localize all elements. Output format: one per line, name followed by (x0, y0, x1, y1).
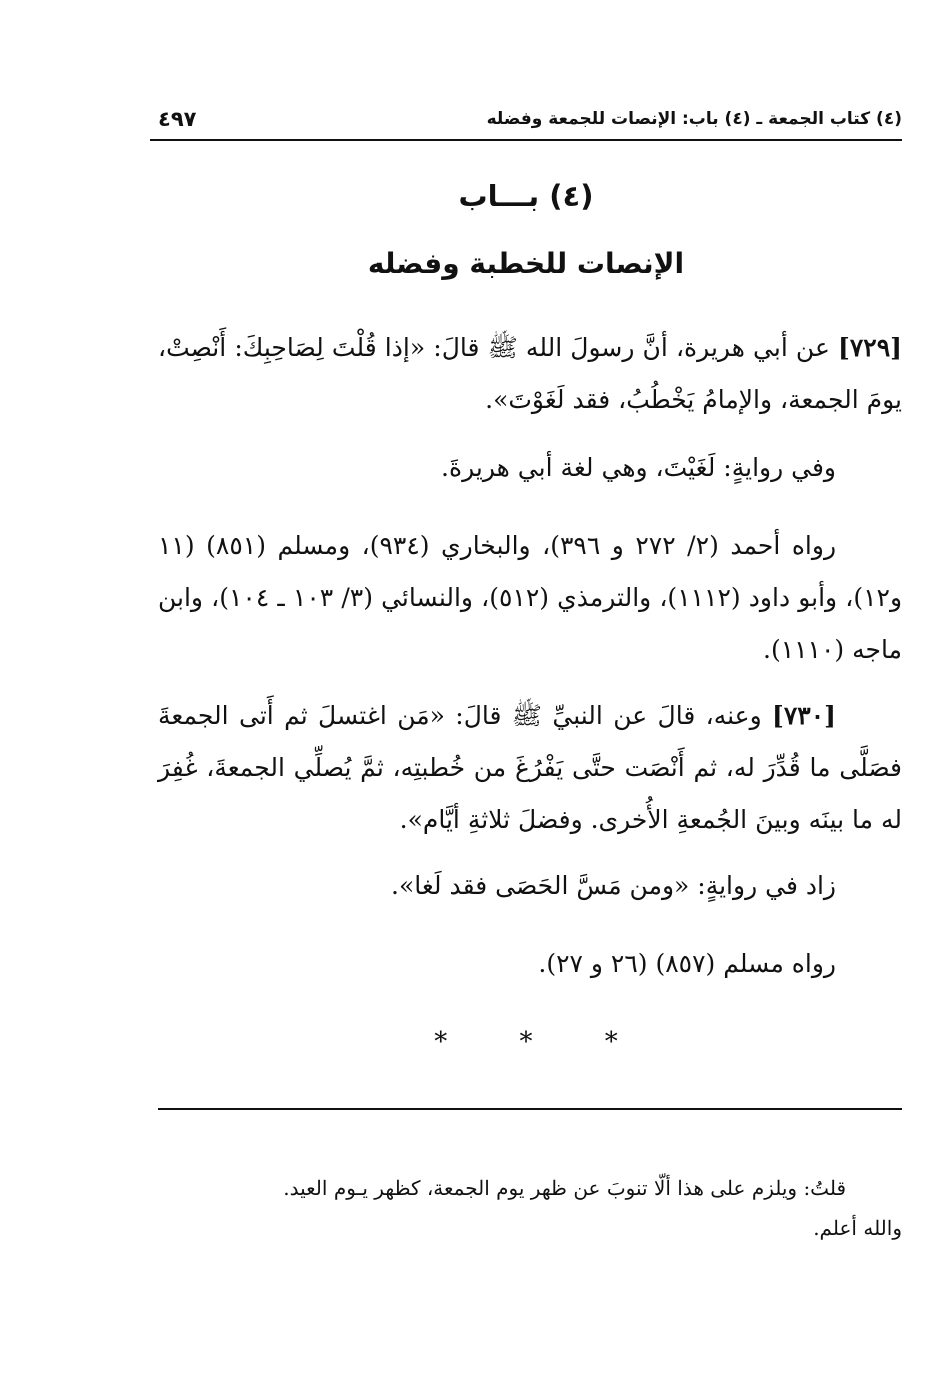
running-header-title: (٤) كتاب الجمعة ـ (٤) باب: الإنصات للجمعة وفضله (486, 109, 902, 129)
asterisk: * (434, 1027, 448, 1057)
hadith-number: [٧٢٩] (838, 333, 903, 362)
footnote-rule (158, 1108, 902, 1110)
hadith-729-text (158, 322, 902, 426)
asterisk: * (604, 1027, 618, 1057)
hadith-730-variant: زاد في روايةٍ: «ومن مَسَّ الحَصَى فقد لَغا». (391, 871, 836, 900)
section-separator (150, 1022, 902, 1062)
hadith-729-source: رواه أحمد (٢/ ٢٧٢ و ٣٩٦)، والبخاري (٩٣٤)، ومسلم (٨٥١) (١١ و١٢)، وأبو داود (١١١٢)، والترمذي (٥١٢)، والنسائي (٣/ ١٠٣ ـ ١٠٤)، وابن ماجه (١١١٠). (158, 531, 903, 664)
footnote (158, 1168, 902, 1248)
footnote-line-2: والله أعلم. (813, 1216, 902, 1240)
footnote-line-1: قلتُ: ويلزم على هذا ألّا تنوبَ عن ظهر يوم الجمعة، كظهر يـوم العيد. (283, 1176, 846, 1200)
hadith-729-variant: وفي روايةٍ: لَغَيْتَ، وهي لغة أبي هريرةَ. (441, 453, 836, 482)
asterisk: * (519, 1027, 533, 1057)
chapter-title: (٤) بـــاب (458, 179, 594, 213)
hadith-body: عن أبي هريرة، أنَّ رسولَ الله ﷺ قالَ: «إذا قُلْتَ لِصَاحِبِكَ: أَنْصِتْ، يومَ الجمعة، والإمامُ يَخْطُبُ، فقد لَغَوْتَ». (158, 333, 902, 414)
hadith-body: وعنه، قالَ عن النبيِّ ﷺ قالَ: «مَن اغتسلَ ثم أَتى الجمعةَ فصَلَّى ما قُدِّرَ له، ثم أَنْصَت حتَّى يَفْرُغَ من خُطبتِه، ثمَّ يُصلِّي الجمعةَ، غُفِرَ له ما بينَه وبينَ الجُمعةِ الأُخرى. وفضلَ ثلاثةِ أيَّام». (158, 701, 902, 834)
header-rule (150, 139, 902, 141)
hadith-number: [٧٣٠] (772, 701, 837, 730)
hadith-730-text (158, 690, 902, 846)
page-number: ٤٩٧ (158, 107, 197, 131)
chapter-subtitle: الإنصات للخطبة وفضله (367, 247, 685, 280)
running-header (150, 104, 902, 136)
hadith-730-source: رواه مسلم (٨٥٧) (٢٦ و ٢٧). (538, 949, 836, 978)
